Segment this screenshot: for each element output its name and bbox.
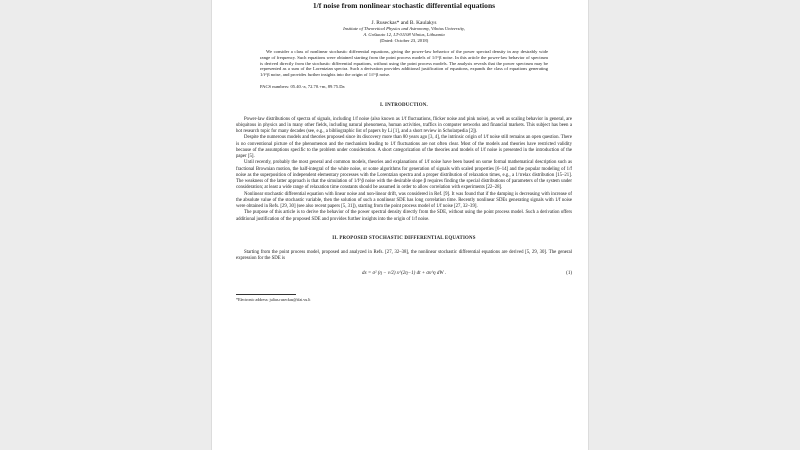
intro-paragraph-5: The purpose of this article is to derive the behavior of the power spectral density directly from the SDE, without using the point process model. Such a derivation offers additional justification of the proposed SDE and provides further insights into the origin of 1/f noise. (236, 210, 572, 222)
equation-body: dx = σ² (η − ν/2) x^(2η−1) dt + σx^η dW . (361, 271, 447, 277)
paper-title: 1/f noise from nonlinear stochastic differential equations (312, 1, 496, 10)
abstract: We consider a class of nonlinear stochastic differential equations, giving the power-law behavior of the power spectral density in any desirably wide range of frequency. Such equations were obtained starting from the point process models of 1/f^β noise. In this article the power-law behavior of spectrum is derived directly from the stochastic differential equations, without using the point process models. The analysis reveals that the power spectrum may be represented as a sum of the Lorentzian spectra. Such a derivation provides additional justification of equations, expands the class of equations generating 1/f^β noise, and provides further insights into the origin of 1/f^β noise. (260, 49, 548, 77)
section-2-paragraph: Starting from the point process model, proposed and analyzed in Refs. [27, 32–38], the nonlinear stochastic differential equations are derived [5, 29, 30]. The general expression for the SDE is (236, 249, 572, 262)
intro-paragraph-2: Despite the numerous models and theories proposed since its discovery more than 80 years ago [3, 4], the intrinsic origin of 1/f noise still remains an open question. There is no conventional picture of the phenomenon and the mechanism leading to 1/f fluctuations are not often clear. Most of the models and theories have restricted validity because of the assumptions specific to the problem under consideration. A short categorization of the theories and models of 1/f noise is presented in the introduction of the paper [5]. (236, 135, 572, 160)
pacs-numbers: PACS numbers: 05.40.-a, 72.70.+m, 89.75.Da (260, 83, 345, 89)
paper-body (236, 0, 572, 302)
equation-1 (236, 268, 572, 280)
equation-number: (1) (566, 271, 572, 277)
paper-page (212, 0, 588, 450)
footnote-divider (236, 294, 296, 295)
intro-paragraph-1: Power-law distributions of spectra of signals, including 1/f noise (also known as 1/f fluctuations, flicker noise and pink noise), as well as scaling behavior in general, are ubiquitous in physics and in many other fields, including natural phenomena, human activities, traffics in computer networks and financial markets. This subject has been a hot research topic for many decades (see, e.g., a bibliographic list of papers by Li [1], and a short review in Scholarpedia [2]). (236, 116, 572, 135)
section-1-heading: I. INTRODUCTION. (380, 102, 428, 108)
section-2-heading: II. PROPOSED STOCHASTIC DIFFERENTIAL EQUATIONS (332, 235, 476, 241)
intro-paragraph-3: Until recently, probably the most general and common models, theories and explanations of 1/f noise have been based on some formal mathematical description such as fractional Brownian motion, the half-integral of the white noise, or some algorithms for generation of signals with scaled properties [6–14] and the popular modeling of 1/f noise as the superposition of independent elementary processes with the Lorentzian spectra and a proper distribution of relaxation times, e.g., a 1/τrelax distribution [15–21]. The weakness of the latter approach is that the simulation of 1/f^β noise with the desirable slope β requires finding the special distributions of parameters of the system under consideration; at least a wide range of relaxation time constants should be assumed in order to allow correlation with experiments [22–28]. (236, 160, 572, 191)
paper-authors: J. Ruseckas* and B. Kaulakys (371, 20, 437, 26)
paper-date: (Dated: October 23, 2018) (379, 38, 429, 44)
intro-paragraph-4: Nonlinear stochastic differential equation with linear noise and non-linear drift, was considered in Ref. [9]. It was found that if the damping is decreasing with increase of the absolute value of the stochastic variable, then the solution of such a nonlinear SDE has long correlation time. Recently nonlinear SDEs generating signals with 1/f noise were obtained in Refs. [29, 30] (see also recent papers [5, 31]), starting from the point process model of 1/f noise [27, 32–39]. (236, 191, 572, 210)
footnote: *Electronic address: julius.ruseckas@tfai.vu.lt (236, 297, 311, 303)
affiliation-line-1: Institute of Theoretical Physics and Astronomy, Vilnius University, (343, 26, 465, 31)
affiliation-line-2: A. Goštauto 12, LT-01108 Vilnius, Lithuania (363, 31, 445, 37)
